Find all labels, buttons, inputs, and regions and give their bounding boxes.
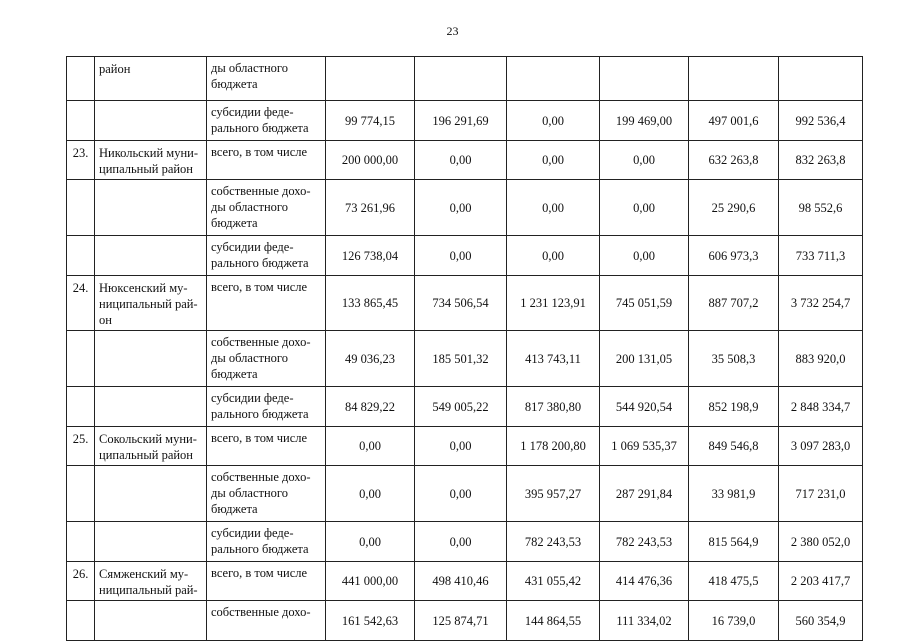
value-cell: 0,00	[415, 522, 507, 562]
value-cell: 733 711,3	[779, 236, 863, 276]
district-name	[95, 236, 207, 276]
value-cell: 441 000,00	[326, 562, 415, 601]
value-cell: 2 848 334,7	[779, 387, 863, 427]
value-cell: 815 564,9	[689, 522, 779, 562]
row-index	[67, 101, 95, 141]
value-cell: 849 546,8	[689, 427, 779, 466]
value-cell: 887 707,2	[689, 276, 779, 331]
value-cell: 0,00	[326, 466, 415, 522]
value-cell: 1 231 123,91	[507, 276, 600, 331]
value-cell: 84 829,22	[326, 387, 415, 427]
row-index	[67, 180, 95, 236]
table-row	[67, 387, 863, 427]
table-row	[67, 236, 863, 276]
value-cell: 185 501,32	[415, 331, 507, 387]
value-cell: 0,00	[507, 101, 600, 141]
row-index	[67, 331, 95, 387]
budget-category: собственные дохо-	[207, 601, 326, 641]
value-cell: 852 198,9	[689, 387, 779, 427]
value-cell: 200 131,05	[600, 331, 689, 387]
value-cell: 3 732 254,7	[779, 276, 863, 331]
value-cell: 33 981,9	[689, 466, 779, 522]
table-row	[67, 331, 863, 387]
budget-table-container	[66, 56, 862, 628]
value-cell: 133 865,45	[326, 276, 415, 331]
table-row	[67, 57, 863, 101]
value-cell: 200 000,00	[326, 141, 415, 180]
district-name	[95, 601, 207, 641]
value-cell: 883 920,0	[779, 331, 863, 387]
table-row	[67, 141, 863, 180]
district-name: Никольский муни- ципальный район	[95, 141, 207, 180]
page-number: 23	[446, 24, 459, 38]
budget-category: собственные дохо- ды областного бюджета	[207, 180, 326, 236]
value-cell: 606 973,3	[689, 236, 779, 276]
budget-category: всего, в том числе	[207, 141, 326, 180]
budget-category: субсидии феде- рального бюджета	[207, 522, 326, 562]
value-cell: 25 290,6	[689, 180, 779, 236]
value-cell: 745 051,59	[600, 276, 689, 331]
value-cell: 2 203 417,7	[779, 562, 863, 601]
row-index	[67, 601, 95, 641]
value-cell: 3 097 283,0	[779, 427, 863, 466]
value-cell: 0,00	[326, 427, 415, 466]
value-cell: 0,00	[507, 180, 600, 236]
value-cell: 2 380 052,0	[779, 522, 863, 562]
table-row	[67, 466, 863, 522]
value-cell: 161 542,63	[326, 601, 415, 641]
budget-category: собственные дохо- ды областного бюджета	[207, 466, 326, 522]
district-name	[95, 466, 207, 522]
value-cell: 431 055,42	[507, 562, 600, 601]
value-cell: 199 469,00	[600, 101, 689, 141]
value-cell: 49 036,23	[326, 331, 415, 387]
table-row	[67, 601, 863, 641]
district-name: Сокольский муни- ципальный район	[95, 427, 207, 466]
budget-category: субсидии феде- рального бюджета	[207, 101, 326, 141]
value-cell: 73 261,96	[326, 180, 415, 236]
table-row	[67, 276, 863, 331]
value-cell: 0,00	[415, 466, 507, 522]
value-cell: 0,00	[415, 427, 507, 466]
value-cell: 126 738,04	[326, 236, 415, 276]
district-name	[95, 522, 207, 562]
table-body	[67, 57, 863, 641]
value-cell: 144 864,55	[507, 601, 600, 641]
budget-category: всего, в том числе	[207, 562, 326, 601]
row-index	[67, 387, 95, 427]
value-cell: 0,00	[415, 180, 507, 236]
value-cell: 544 920,54	[600, 387, 689, 427]
value-cell: 782 243,53	[600, 522, 689, 562]
value-cell: 1 178 200,80	[507, 427, 600, 466]
value-cell: 0,00	[507, 141, 600, 180]
value-cell: 418 475,5	[689, 562, 779, 601]
value-cell	[600, 57, 689, 101]
value-cell: 632 263,8	[689, 141, 779, 180]
value-cell	[779, 57, 863, 101]
table-row	[67, 562, 863, 601]
value-cell: 98 552,6	[779, 180, 863, 236]
budget-category: собственные дохо- ды областного бюджета	[207, 331, 326, 387]
row-index: 26.	[67, 562, 95, 601]
value-cell: 717 231,0	[779, 466, 863, 522]
value-cell: 287 291,84	[600, 466, 689, 522]
value-cell: 782 243,53	[507, 522, 600, 562]
district-name	[95, 180, 207, 236]
row-index	[67, 466, 95, 522]
value-cell: 125 874,71	[415, 601, 507, 641]
value-cell: 111 334,02	[600, 601, 689, 641]
district-name	[95, 387, 207, 427]
value-cell: 99 774,15	[326, 101, 415, 141]
district-name: Нюксенский му- ниципальный рай- он	[95, 276, 207, 331]
value-cell: 0,00	[600, 236, 689, 276]
row-index: 25.	[67, 427, 95, 466]
value-cell: 549 005,22	[415, 387, 507, 427]
row-index	[67, 522, 95, 562]
value-cell	[415, 57, 507, 101]
value-cell	[689, 57, 779, 101]
value-cell: 498 410,46	[415, 562, 507, 601]
district-name: Сямженский му- ниципальный рай-	[95, 562, 207, 601]
value-cell: 35 508,3	[689, 331, 779, 387]
district-name	[95, 331, 207, 387]
district-name	[95, 101, 207, 141]
value-cell: 734 506,54	[415, 276, 507, 331]
value-cell	[326, 57, 415, 101]
value-cell: 832 263,8	[779, 141, 863, 180]
row-index	[67, 57, 95, 101]
value-cell: 414 476,36	[600, 562, 689, 601]
table-row	[67, 180, 863, 236]
value-cell: 0,00	[600, 141, 689, 180]
value-cell: 0,00	[600, 180, 689, 236]
table-row	[67, 101, 863, 141]
row-index: 23.	[67, 141, 95, 180]
value-cell: 0,00	[415, 236, 507, 276]
budget-category: всего, в том числе	[207, 427, 326, 466]
budget-table	[66, 56, 863, 641]
budget-category: субсидии феде- рального бюджета	[207, 387, 326, 427]
value-cell: 560 354,9	[779, 601, 863, 641]
value-cell: 1 069 535,37	[600, 427, 689, 466]
row-index: 24.	[67, 276, 95, 331]
value-cell: 16 739,0	[689, 601, 779, 641]
value-cell: 0,00	[507, 236, 600, 276]
value-cell: 395 957,27	[507, 466, 600, 522]
district-name: район	[95, 57, 207, 101]
value-cell: 817 380,80	[507, 387, 600, 427]
value-cell: 992 536,4	[779, 101, 863, 141]
budget-category: всего, в том числе	[207, 276, 326, 331]
value-cell: 497 001,6	[689, 101, 779, 141]
value-cell: 413 743,11	[507, 331, 600, 387]
row-index	[67, 236, 95, 276]
budget-category: ды областного бюджета	[207, 57, 326, 101]
table-row	[67, 522, 863, 562]
value-cell: 0,00	[326, 522, 415, 562]
budget-category: субсидии феде- рального бюджета	[207, 236, 326, 276]
value-cell	[507, 57, 600, 101]
value-cell: 0,00	[415, 141, 507, 180]
value-cell: 196 291,69	[415, 101, 507, 141]
table-row	[67, 427, 863, 466]
